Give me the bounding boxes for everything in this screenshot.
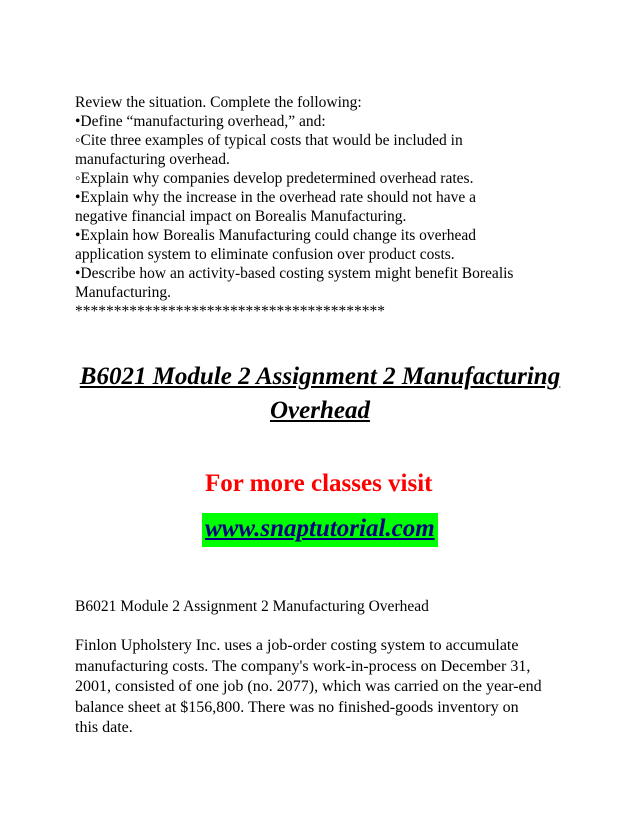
snaptutorial-link[interactable]: www.snaptutorial.com bbox=[202, 513, 438, 547]
title-line-2: Overhead bbox=[270, 397, 370, 424]
instruction-line: Review the situation. Complete the following: bbox=[75, 94, 362, 111]
page-title bbox=[60, 360, 580, 428]
instruction-line: ◦Cite three examples of typical costs that would be included in bbox=[75, 132, 463, 149]
instruction-line: •Describe how an activity-based costing system might benefit Borealis bbox=[75, 265, 514, 282]
promo-text: For more classes visit bbox=[205, 470, 433, 497]
body-line: this date. bbox=[75, 719, 133, 736]
instruction-line: •Explain how Borealis Manufacturing could change its overhead bbox=[75, 227, 476, 244]
instruction-line: application system to eliminate confusion over product costs. bbox=[75, 246, 455, 263]
asterisk-separator: **************************************** bbox=[75, 303, 385, 320]
instruction-line: negative financial impact on Borealis Manufacturing. bbox=[75, 208, 407, 225]
instruction-line: ◦Explain why companies develop predetermined overhead rates. bbox=[75, 170, 474, 187]
body-paragraph bbox=[75, 636, 575, 739]
instruction-line: •Explain why the increase in the overhead rate should not have a bbox=[75, 189, 476, 206]
body-line: balance sheet at $156,800. There was no finished-goods inventory on bbox=[75, 698, 519, 716]
body-line: manufacturing costs. The company's work-in-process on December 31, bbox=[75, 657, 531, 675]
body-line: Finlon Upholstery Inc. uses a job-order costing system to accumulate bbox=[75, 637, 519, 654]
title-line-1: B6021 Module 2 Assignment 2 Manufacturing bbox=[79, 363, 561, 390]
section-heading: B6021 Module 2 Assignment 2 Manufacturing Overhead bbox=[75, 598, 429, 615]
body-line: 2001, consisted of one job (no. 2077), which was carried on the year-end bbox=[75, 678, 542, 695]
instruction-line: manufacturing overhead. bbox=[75, 151, 230, 168]
instruction-line: •Define “manufacturing overhead,” and: bbox=[75, 113, 326, 130]
instructions-block bbox=[75, 93, 565, 321]
instruction-line: Manufacturing. bbox=[75, 284, 171, 301]
